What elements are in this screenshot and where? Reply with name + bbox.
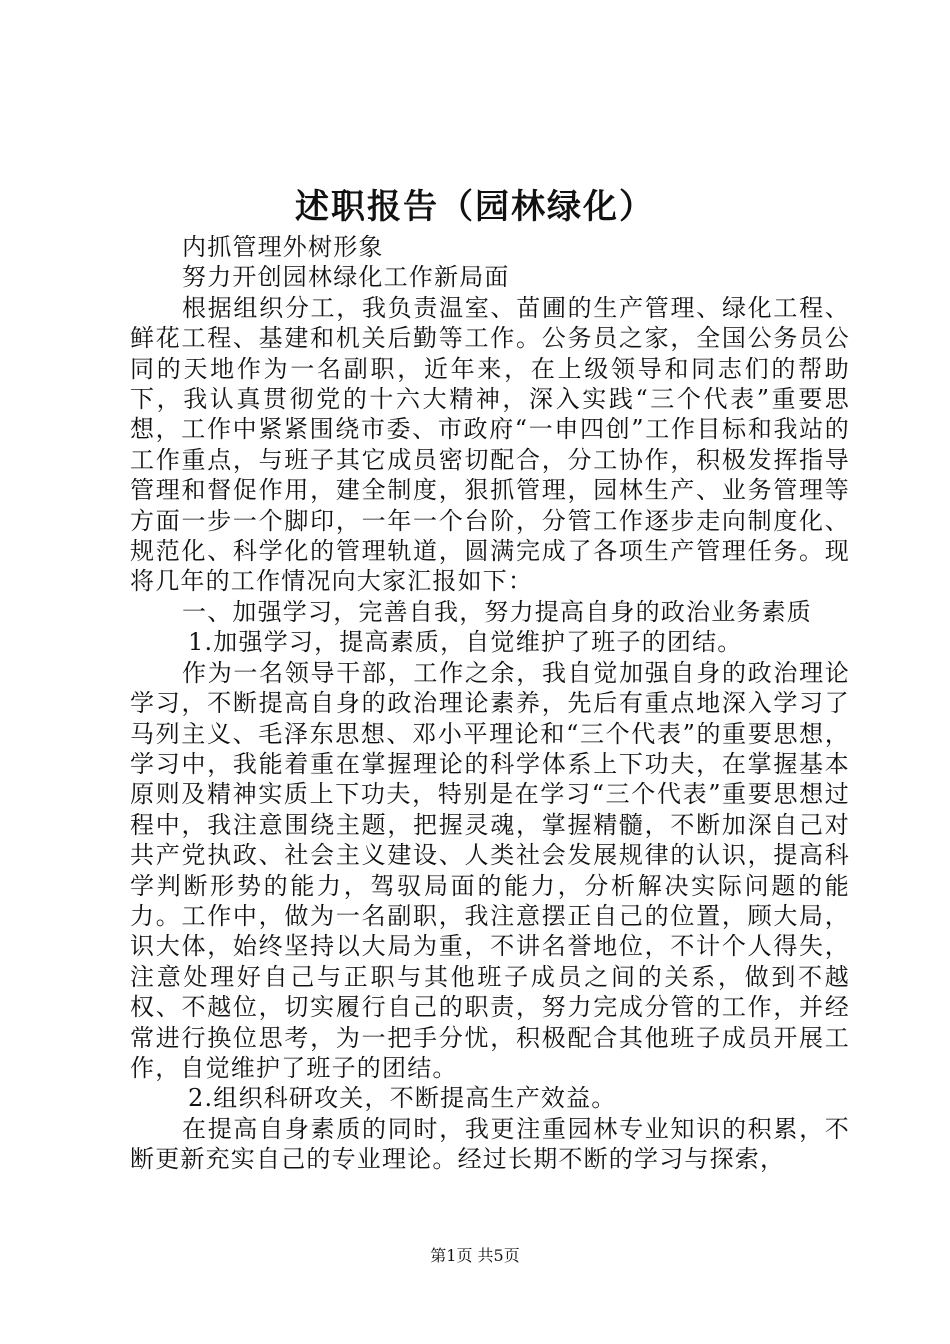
paragraph-research: 在提高自身素质的同时，我更注重园林专业知识的积累，不断更新充实自己的专业理论。经过长期不断的学习与探索， (130, 1114, 850, 1174)
subtitle-line-2: 努力开创园林绿化工作新局面 (182, 263, 510, 292)
paragraph-intro: 根据组织分工，我负责温室、苗圃的生产管理、绿化工程、鲜花工程、基建和机关后勤等工作。公务员之家，全国公务员公同的天地作为一名副职，近年来，在上级领导和同志们的帮助下，我认真贯彻党的十六大精神，深入实践“三个代表”重要思想，工作中紧紧围绕市委、市政府“一申四创”工作目标和我站的工作重点，与班子其它成员密切配合，分工协作，积极发挥指导管理和督促作用，建全制度，狠抓管理，园林生产、业务管理等方面一步一个脚印，一年一个台阶，分管工作逐步走向制度化、规范化、科学化的管理轨道，圆满完成了各项生产管理任务。现将几年的工作情况向大家汇报如下： (130, 293, 850, 596)
document-body (130, 232, 850, 1175)
subtitle-line-1: 内抓管理外树形象 (182, 233, 384, 261)
paragraph-study: 作为一名领导干部，工作之余，我自觉加强自身的政治理论学习，不断提高自身的政治理论素养，先后有重点地深入学习了马列主义、毛泽东思想、邓小平理论和“三个代表”的重要思想，学习中，我能着重在掌握理论的科学体系上下功夫，在掌握基本原则及精神实质上下功夫，特别是在学习“三个代表”重要思想过程中，我注意围绕主题，把握灵魂，掌握精髓，不断加深自己对共产党执政、社会主义建设、人类社会发展规律的认识，提高科学判断形势的能力，驾驭局面的能力，分析解决实际问题的能力。工作中，做为一名副职，我注意摆正自己的位置，顾大局，识大体，始终坚持以大局为重，不讲名誉地位，不计个人得失，注意处理好自己与正职与其他班子成员之间的关系，做到不越权、不越位，切实履行自己的职责，努力完成分管的工作，并经常进行换位思考，为一把手分忧，积极配合其他班子成员开展工作，自觉维护了班子的团结。 (130, 658, 850, 1082)
subsection-heading-1: 1.加强学习，提高素质，自觉维护了班子的团结。 (188, 628, 743, 657)
page-footer: 第1页 共5页 (430, 1246, 520, 1265)
section-heading-1: 一、加强学习，完善自我，努力提高自身的政治业务素质 (182, 597, 812, 626)
subsection-heading-2: 2.组织科研攻关，不断提高生产效益。 (188, 1084, 617, 1113)
document-title: 述职报告（园林绿化） (295, 187, 655, 227)
